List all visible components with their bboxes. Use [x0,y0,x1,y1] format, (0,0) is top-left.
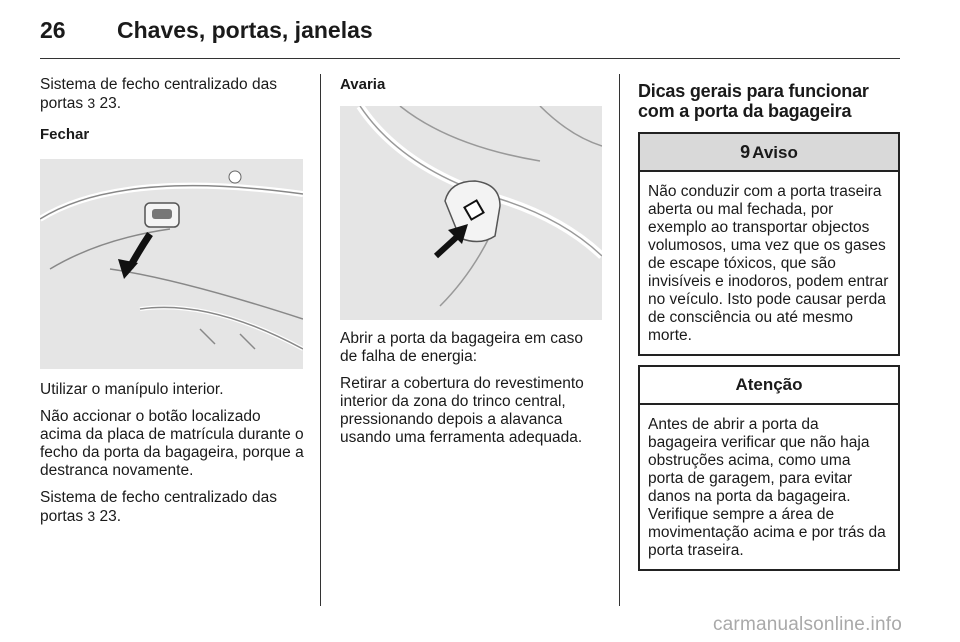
instruction-1: Utilizar o manípulo interior. [40,381,224,398]
column-divider-1 [320,74,321,606]
warning-text: Não conduzir com a porta traseira aberta ou mal fechada, por exemplo ao transportar objectos volumosos, uma vez que os gases de escape tóxicos, que são invisíveis e inodoros, podem entrar no veículo. Isto pode causar perda de consciência ou até mesmo morte. [648,183,889,344]
avaria-paragraph-2: Retirar a cobertura do revestimento interior da zona do trinco central, pressionando depois a alavanca usando uma ferramenta adequada. [340,375,584,446]
tailgate-closing-drawing [40,159,303,369]
subhead-avaria: Avaria [340,76,386,93]
caution-header: Atenção [640,367,898,405]
header-rule [40,58,900,59]
warning-box [638,132,900,356]
instruction-3: Sistema de fecho centralizado das portas 3 23. [40,489,277,525]
page-number: 26 [40,17,66,43]
warning-triangle-icon: 9 [740,142,751,162]
subhead-fechar: Fechar [40,126,90,143]
column-3 [638,76,900,580]
caution-box [638,365,900,571]
column-2 [340,76,602,456]
watermark: carmanualsonline.info [712,614,902,635]
avaria-paragraph-1: Abrir a porta da bagageira em caso de falha de energia: [340,330,583,365]
column-divider-2 [619,74,620,606]
warning-header: 9 Aviso [640,134,898,172]
instruction-2: Não accionar o botão localizado acima da placa de matrícula durante o fecho da porta da bagageira, porque a destranca novamente. [40,408,304,479]
page-ref-icon: 3 [87,95,96,111]
column-1 [40,76,305,535]
caution-text: Antes de abrir a porta da bagageira verificar que não haja obstruções acima, como uma porta de garagem, para evitar danos na porta da bagageira. Verifique sempre a área de movimentação acima e por trás da porta traseira. [648,416,886,559]
section-title: Dicas gerais para funcionar com a porta da bagageira [638,81,869,121]
emergency-release-drawing [340,106,602,320]
page-title: Chaves, portas, janelas [117,17,373,43]
intro-paragraph: Sistema de fecho centralizado das portas 3 23. [40,76,277,112]
emergency-release-illustration [340,106,602,320]
page-ref-icon: 3 [87,508,96,524]
tailgate-closing-illustration [40,159,303,369]
